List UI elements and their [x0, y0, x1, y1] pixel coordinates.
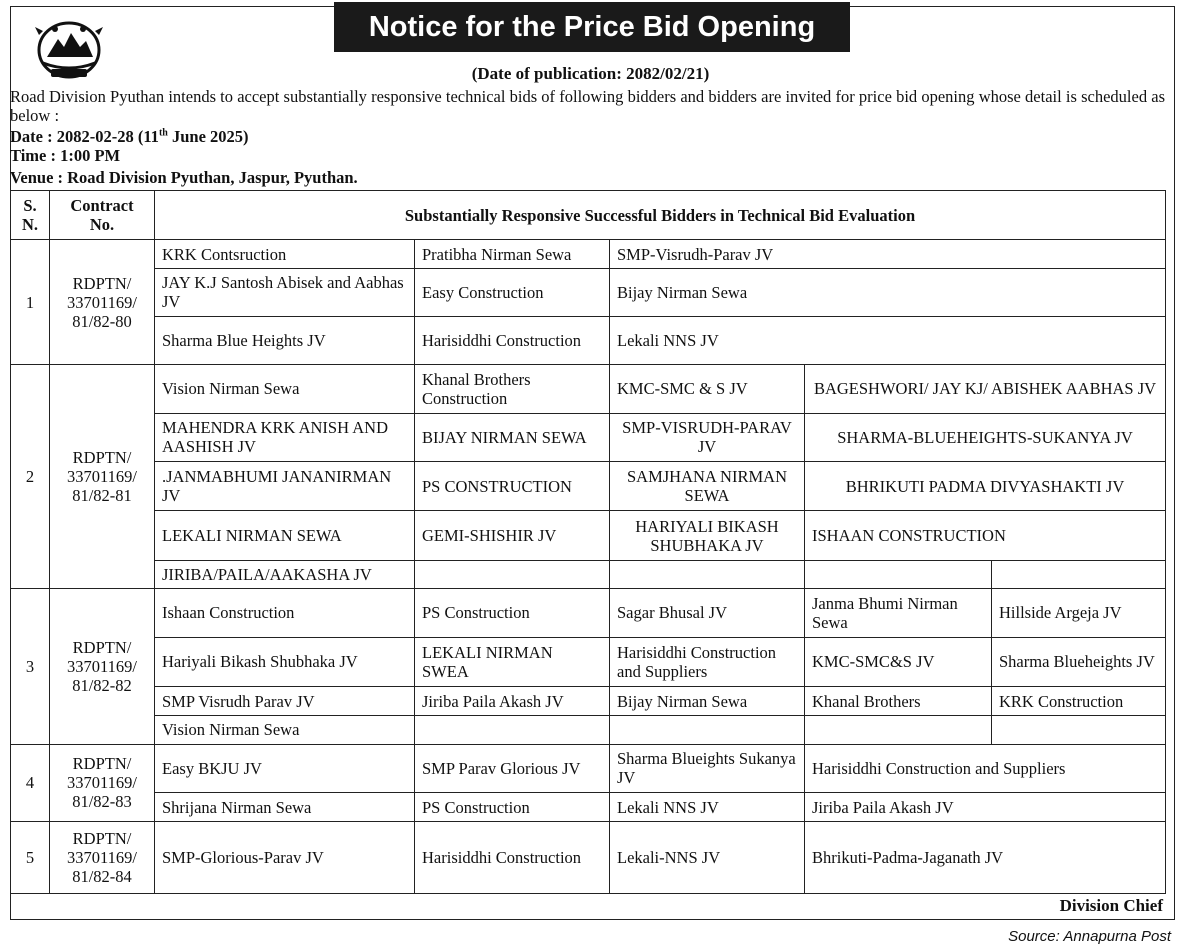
bidder-cell: Harisiddhi Construction [415, 316, 610, 364]
bidder-cell [992, 716, 1166, 744]
bidder-cell: PS CONSTRUCTION [415, 462, 610, 511]
serial-number: 5 [11, 822, 50, 894]
signature: Division Chief [1059, 896, 1163, 915]
bidder-cell: KRK Contsruction [155, 240, 415, 269]
bidder-cell: PS Construction [415, 793, 610, 822]
table-row [11, 687, 1166, 716]
table-row [11, 822, 1166, 894]
table-row [11, 744, 1166, 792]
contract-number: RDPTN/ 33701169/ 81/82-81 [50, 365, 155, 589]
bidder-cell: PS Construction [415, 589, 610, 637]
bidder-cell: Hillside Argeja JV [992, 589, 1166, 637]
bidder-cell: Sharma Blue Heights JV [155, 316, 415, 364]
bidder-cell: Sharma Blueights Sukanya JV [610, 744, 805, 792]
bidder-cell: BAGESHWORI/ JAY KJ/ ABISHEK AABHAS JV [805, 365, 1166, 413]
bidder-cell: KMC-SMC&S JV [805, 637, 992, 686]
bidder-cell: Bijay Nirman Sewa [610, 687, 805, 716]
bidders-table [10, 190, 1166, 894]
header-contract: Contract No. [50, 191, 155, 240]
contract-number: RDPTN/ 33701169/ 81/82-83 [50, 744, 155, 822]
table-row [11, 365, 1166, 413]
opening-time: Time : 1:00 PM [10, 146, 121, 165]
bidder-cell: SAMJHANA NIRMAN SEWA [610, 462, 805, 511]
source-credit: Source: Annapurna Post [1008, 928, 1171, 945]
bidder-cell: Jiriba Paila Akash JV [415, 687, 610, 716]
table-row [11, 716, 1166, 744]
table-row [11, 316, 1166, 364]
bidder-cell: SMP-VISRUDH-PARAV JV [610, 413, 805, 461]
bidder-cell: Harisiddhi Construction and Suppliers [610, 637, 805, 686]
serial-number: 2 [11, 365, 50, 589]
table-row [11, 413, 1166, 461]
table-row [11, 462, 1166, 511]
bidder-cell: SMP-Glorious-Parav JV [155, 822, 415, 894]
serial-number: 4 [11, 744, 50, 822]
bidder-cell [992, 560, 1166, 588]
bidder-cell: Easy BKJU JV [155, 744, 415, 792]
opening-venue: Venue : Road Division Pyuthan, Jaspur, Pyuthan. [10, 168, 358, 187]
bidder-cell: Ishaan Construction [155, 589, 415, 637]
header-bidders: Substantially Responsive Successful Bidders in Technical Bid Evaluation [155, 191, 1166, 240]
bidder-cell: .JANMABHUMI JANANIRMAN JV [155, 462, 415, 511]
serial-number: 3 [11, 589, 50, 744]
bidder-cell [610, 560, 805, 588]
table-row [11, 637, 1166, 686]
intro-paragraph: Road Division Pyuthan intends to accept substantially responsive technical bids of following bidders and bidders are invited for price bid opening whose detail is scheduled as below : [10, 87, 1165, 125]
table-row [11, 269, 1166, 316]
bidder-cell [415, 716, 610, 744]
table-row [11, 511, 1166, 560]
bidder-cell: Pratibha Nirman Sewa [415, 240, 610, 269]
contract-number: RDPTN/ 33701169/ 81/82-82 [50, 589, 155, 744]
bidder-cell: SMP Parav Glorious JV [415, 744, 610, 792]
bidder-cell: HARIYALI BIKASH SHUBHAKA JV [610, 511, 805, 560]
bidder-cell: Sharma Blueheights JV [992, 637, 1166, 686]
bidder-cell: ISHAAN CONSTRUCTION [805, 511, 1166, 560]
bidder-cell: SHARMA-BLUEHEIGHTS-SUKANYA JV [805, 413, 1166, 461]
bidder-cell: Lekali-NNS JV [610, 822, 805, 894]
bidder-cell: JIRIBA/PAILA/AAKASHA JV [155, 560, 415, 588]
opening-date: Date : 2082-02-28 (11th June 2025) [10, 127, 249, 146]
bidder-cell [610, 716, 805, 744]
bidder-cell: GEMI-SHISHIR JV [415, 511, 610, 560]
bidder-cell: Lekali NNS JV [610, 316, 1166, 364]
bidder-cell: Harisiddhi Construction [415, 822, 610, 894]
table-row [11, 589, 1166, 637]
bidder-cell [415, 560, 610, 588]
bidder-cell: BIJAY NIRMAN SEWA [415, 413, 610, 461]
bidder-cell: Shrijana Nirman Sewa [155, 793, 415, 822]
bidder-cell: LEKALI NIRMAN SWEA [415, 637, 610, 686]
serial-number: 1 [11, 240, 50, 365]
bidder-cell: Harisiddhi Construction and Suppliers [805, 744, 1166, 792]
bidder-cell: SMP Visrudh Parav JV [155, 687, 415, 716]
bidder-cell: KMC-SMC & S JV [610, 365, 805, 413]
bidder-cell: Bijay Nirman Sewa [610, 269, 1166, 316]
bidder-cell [805, 560, 992, 588]
header-sn: S. N. [11, 191, 50, 240]
bidder-cell: Jiriba Paila Akash JV [805, 793, 1166, 822]
bidder-cell: KRK Construction [992, 687, 1166, 716]
contract-number: RDPTN/ 33701169/ 81/82-84 [50, 822, 155, 894]
bidder-cell: Vision Nirman Sewa [155, 365, 415, 413]
bidder-cell: JAY K.J Santosh Abisek and Aabhas JV [155, 269, 415, 316]
bidder-cell: Bhrikuti-Padma-Jaganath JV [805, 822, 1166, 894]
bidder-cell: MAHENDRA KRK ANISH AND AASHISH JV [155, 413, 415, 461]
table-row [11, 240, 1166, 269]
bidder-cell: Khanal Brothers [805, 687, 992, 716]
bidder-cell: Hariyali Bikash Shubhaka JV [155, 637, 415, 686]
bidder-cell: BHRIKUTI PADMA DIVYASHAKTI JV [805, 462, 1166, 511]
bidder-cell: Vision Nirman Sewa [155, 716, 415, 744]
notice-title: Notice for the Price Bid Opening [334, 2, 850, 52]
bidder-cell: LEKALI NIRMAN SEWA [155, 511, 415, 560]
bidder-cell: Lekali NNS JV [610, 793, 805, 822]
contract-number: RDPTN/ 33701169/ 81/82-80 [50, 240, 155, 365]
table-row [11, 793, 1166, 822]
bidder-cell: SMP-Visrudh-Parav JV [610, 240, 1166, 269]
bidder-cell [805, 716, 992, 744]
table-row [11, 560, 1166, 588]
bidder-cell: Janma Bhumi Nirman Sewa [805, 589, 992, 637]
publication-date: (Date of publication: 2082/02/21) [471, 64, 710, 83]
table-header-row [11, 191, 1166, 240]
bidder-cell: Easy Construction [415, 269, 610, 316]
bidder-cell: Sagar Bhusal JV [610, 589, 805, 637]
bidder-cell: Khanal Brothers Construction [415, 365, 610, 413]
